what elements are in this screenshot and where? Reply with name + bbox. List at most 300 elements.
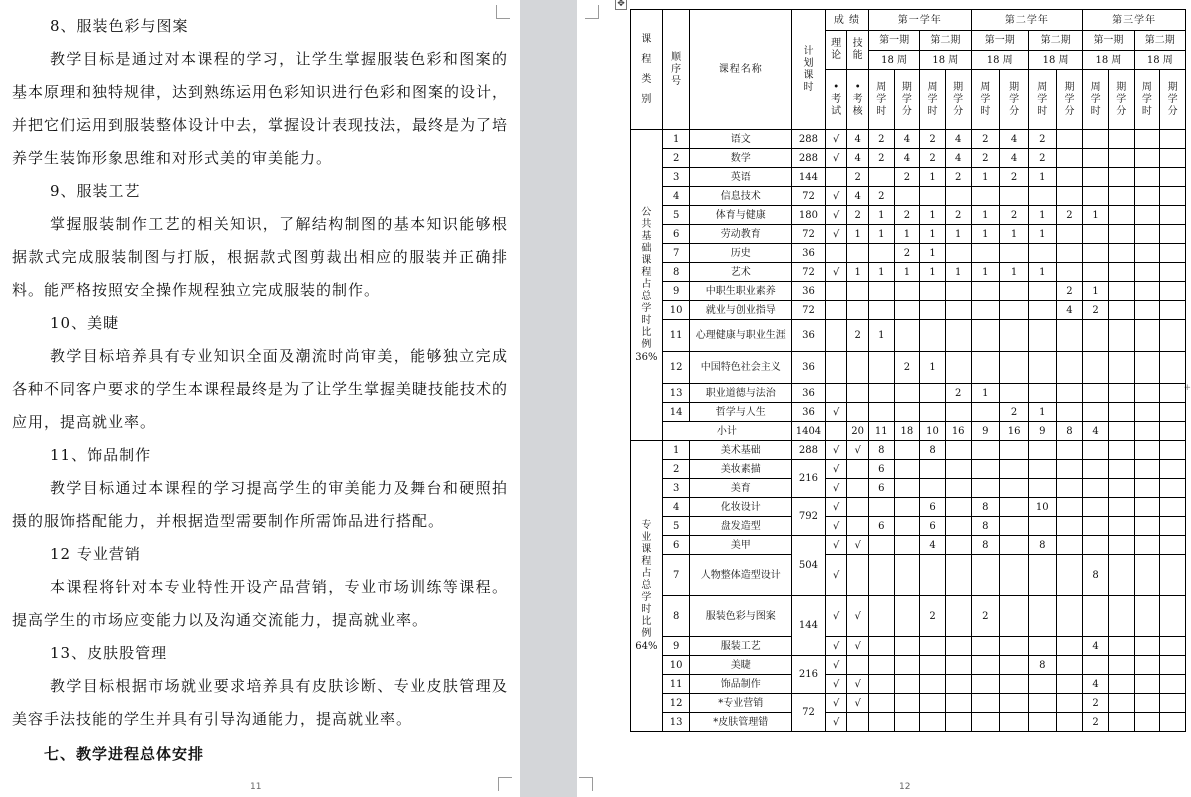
schedule-cell [920,320,946,352]
course-name: 哲学与人生 [690,403,792,422]
schedule-cell [971,187,1000,206]
schedule-cell [1028,187,1056,206]
schedule-cell [1056,637,1083,656]
schedule-cell: 8 [1028,656,1056,675]
schedule-cell [945,498,971,517]
schedule-cell [971,713,1000,732]
schedule-cell [1134,694,1160,713]
course-name: 心理健康与职业生涯 [690,320,792,352]
schedule-cell [1000,244,1029,263]
schedule-cell [1108,479,1134,498]
schedule-cell [920,187,946,206]
schedule-cell [1056,460,1083,479]
schedule-cell [1000,713,1029,732]
schedule-cell [1160,713,1186,732]
subtotal-label: 小计 [662,422,791,441]
schedule-cell [1160,301,1186,320]
schedule-cell [894,320,920,352]
schedule-cell: 8 [1028,536,1056,555]
course-seq: 4 [662,498,690,517]
schedule-cell: 1 [868,206,894,225]
table-row [631,320,1186,352]
schedule-cell [1056,498,1083,517]
table-row [631,403,1186,422]
header-term-credits: 期学分 [894,70,920,130]
section-heading: 七、教学进程总体安排 [44,745,205,763]
schedule-cell [1160,320,1186,352]
schedule-cell [1160,637,1186,656]
subtotal-cell: 16 [1000,422,1029,441]
schedule-cell: 2 [945,384,971,403]
schedule-cell: 4 [1083,637,1109,656]
schedule-cell [1134,555,1160,596]
schedule-cell [971,320,1000,352]
schedule-cell [971,244,1000,263]
schedule-cell [1083,352,1109,384]
schedule-cell [1028,282,1056,301]
subtotal-cell [1160,422,1186,441]
schedule-cell [1134,282,1160,301]
course-name: 服装色彩与图案 [690,596,792,637]
schedule-cell [1134,225,1160,244]
schedule-cell: 1 [1083,282,1109,301]
schedule-cell [1160,675,1186,694]
schedule-cell: 2 [868,130,894,149]
schedule-cell [1134,206,1160,225]
header-term: 第二期 [1028,31,1082,51]
schedule-cell [1160,403,1186,422]
subtotal-cell [1134,422,1160,441]
schedule-cell [1000,498,1029,517]
schedule-cell [920,713,946,732]
schedule-cell [868,536,894,555]
schedule-cell: 8 [920,441,946,460]
course-skill: √ [847,441,869,460]
course-exam [825,320,847,352]
schedule-cell [971,403,1000,422]
schedule-cell [1160,460,1186,479]
schedule-cell: 1 [894,263,920,282]
schedule-cell [894,555,920,596]
schedule-cell [920,460,946,479]
schedule-cell [920,301,946,320]
table-row [631,168,1186,187]
schedule-cell [1028,694,1056,713]
course-exam [825,352,847,384]
course-skill [847,282,869,301]
schedule-cell: 4 [920,536,946,555]
schedule-cell: 4 [1056,301,1083,320]
schedule-cell [1056,517,1083,536]
schedule-cell [945,555,971,596]
schedule-cell [1134,536,1160,555]
schedule-cell: 4 [1000,149,1029,168]
schedule-cell [1160,596,1186,637]
schedule-cell [1108,225,1134,244]
course-exam: √ [825,149,847,168]
schedule-cell: 1 [1028,206,1056,225]
schedule-cell: 6 [868,517,894,536]
schedule-cell [945,656,971,675]
schedule-cell: 8 [868,441,894,460]
schedule-cell: 2 [1083,713,1109,732]
course-skill: 2 [847,168,869,187]
course-exam: √ [825,441,847,460]
schedule-cell: 8 [1083,555,1109,596]
schedule-cell [1000,187,1029,206]
schedule-cell: 2 [1083,694,1109,713]
course-hours: 144 [792,168,826,187]
course-name: 化妆设计 [690,498,792,517]
schedule-cell [1028,596,1056,637]
page-body-text [12,10,508,772]
course-name: 语文 [690,130,792,149]
header-term: 第二期 [1134,31,1185,51]
course-seq: 7 [662,244,690,263]
course-skill: 4 [847,130,869,149]
schedule-cell [1160,536,1186,555]
schedule-cell [1108,149,1134,168]
table-row [631,282,1186,301]
header-term-credits: 期学分 [1160,70,1186,130]
schedule-cell: 6 [868,460,894,479]
header-weekly-hours: 周学时 [1083,70,1109,130]
schedule-cell: 1 [945,225,971,244]
schedule-cell: 2 [920,149,946,168]
schedule-cell [1056,479,1083,498]
schedule-cell [1134,656,1160,675]
schedule-cell [971,479,1000,498]
header-term-credits: 期学分 [945,70,971,130]
schedule-cell [1000,694,1029,713]
schedule-cell: 2 [1000,206,1029,225]
schedule-cell: 2 [868,187,894,206]
schedule-cell [1028,460,1056,479]
course-seq: 11 [662,675,690,694]
schedule-cell [868,694,894,713]
schedule-cell: 2 [920,130,946,149]
schedule-cell [1083,441,1109,460]
schedule-cell [945,320,971,352]
schedule-cell [868,675,894,694]
schedule-cell [1108,384,1134,403]
course-name: 美育 [690,479,792,498]
schedule-cell [868,713,894,732]
schedule-cell: 2 [894,352,920,384]
schedule-cell [1056,187,1083,206]
schedule-cell: 1 [971,263,1000,282]
course-name: 人物整体造型设计 [690,555,792,596]
schedule-cell [1083,403,1109,422]
schedule-cell [1056,263,1083,282]
schedule-cell: 1 [971,168,1000,187]
schedule-cell [1056,555,1083,596]
schedule-cell: 4 [894,149,920,168]
schedule-cell: 1 [971,384,1000,403]
schedule-cell [1083,187,1109,206]
schedule-cell [868,656,894,675]
schedule-cell [1000,282,1029,301]
schedule-cell: 2 [1083,301,1109,320]
course-exam [825,244,847,263]
schedule-cell [1160,187,1186,206]
header-category: 课程类别 [631,10,663,130]
header-weeks: 18 周 [971,51,1028,70]
schedule-cell: 1 [920,225,946,244]
schedule-cell [945,282,971,301]
page-corner-mark [579,777,593,791]
course-seq: 6 [662,536,690,555]
schedule-cell: 1 [920,206,946,225]
schedule-cell [868,282,894,301]
course-skill: 4 [847,187,869,206]
header-term: 第二期 [920,31,971,51]
header-term: 第一期 [1083,31,1134,51]
course-seq: 1 [662,441,690,460]
schedule-cell [868,168,894,187]
schedule-cell: 6 [920,498,946,517]
teaching-schedule-table [630,9,1186,732]
table-row [631,555,1186,596]
schedule-cell [894,187,920,206]
course-hours: 180 [792,206,826,225]
schedule-cell [1056,403,1083,422]
schedule-cell [1108,403,1134,422]
course-exam: √ [825,498,847,517]
course-exam: √ [825,675,847,694]
course-seq: 7 [662,555,690,596]
subtotal-cell: 9 [971,422,1000,441]
subtotal-cell: 18 [894,422,920,441]
course-exam: √ [825,263,847,282]
header-weekly-hours: 周学时 [971,70,1000,130]
schedule-cell [1108,596,1134,637]
course-seq: 10 [662,301,690,320]
schedule-cell: 1 [1028,168,1056,187]
schedule-cell [1083,656,1109,675]
table-row [631,384,1186,403]
course-exam [825,168,847,187]
document-page-11 [0,0,520,797]
table-row [631,713,1186,732]
course-name: 美睫 [690,656,792,675]
course-skill [847,517,869,536]
schedule-cell: 2 [1000,403,1029,422]
course-skill [847,384,869,403]
schedule-cell [971,441,1000,460]
schedule-cell [1000,301,1029,320]
course-name: 数学 [690,149,792,168]
schedule-cell [1083,263,1109,282]
course-skill: √ [847,637,869,656]
subsection-heading: 10、美睫 [50,314,120,332]
course-skill [847,460,869,479]
header-term-credits: 期学分 [1108,70,1134,130]
schedule-cell [945,479,971,498]
schedule-cell [1000,441,1029,460]
schedule-cell: 2 [894,206,920,225]
course-name: 饰品制作 [690,675,792,694]
schedule-cell [1000,596,1029,637]
schedule-cell [1108,441,1134,460]
schedule-cell [945,713,971,732]
subsection-heading: 12 专业营销 [50,545,141,563]
schedule-cell: 1 [971,225,1000,244]
course-exam [825,282,847,301]
subtotal-cell: 8 [1056,422,1083,441]
subtotal-row [631,422,1186,441]
course-skill: 4 [847,149,869,168]
table-row [631,460,1186,479]
schedule-cell: 1 [1028,225,1056,244]
body-paragraph: 教学目标培养具有专业知识全面及潮流时尚审美，能够独立完成各种不同客户要求的学生本课程最终是为了让学生掌握美睫技能技术的应用，提高就业率。 [12,347,509,431]
schedule-cell: 8 [971,536,1000,555]
course-skill [847,479,869,498]
schedule-cell [1134,187,1160,206]
schedule-cell: 1 [920,263,946,282]
schedule-cell: 2 [894,168,920,187]
header-course-name: 课程名称 [690,10,792,130]
schedule-cell: 2 [1000,168,1029,187]
schedule-cell [945,637,971,656]
schedule-cell [1134,263,1160,282]
schedule-cell [971,352,1000,384]
schedule-cell [920,384,946,403]
course-hours: 72 [792,694,826,732]
schedule-cell [1134,675,1160,694]
course-name: 职业道德与法治 [690,384,792,403]
schedule-cell [1108,656,1134,675]
header-weeks: 18 周 [1134,51,1185,70]
schedule-cell [1083,596,1109,637]
course-exam: √ [825,403,847,422]
schedule-cell: 1 [945,263,971,282]
table-row [631,130,1186,149]
schedule-cell [1108,282,1134,301]
schedule-cell [1134,244,1160,263]
schedule-cell [1134,637,1160,656]
page-number: 12 [899,782,911,792]
schedule-cell [1056,244,1083,263]
schedule-cell [894,301,920,320]
table-row [631,498,1186,517]
schedule-cell [920,637,946,656]
schedule-cell: 1 [1000,263,1029,282]
table-resize-marker-icon[interactable]: + [1183,383,1191,393]
schedule-cell [920,694,946,713]
course-exam: √ [825,130,847,149]
schedule-cell [1134,713,1160,732]
schedule-cell [920,656,946,675]
schedule-cell [894,675,920,694]
course-seq: 12 [662,352,690,384]
schedule-cell [868,596,894,637]
course-seq: 13 [662,713,690,732]
course-hours: 36 [792,282,826,301]
course-name: 艺术 [690,263,792,282]
schedule-cell [1160,263,1186,282]
schedule-cell: 2 [1056,282,1083,301]
schedule-cell [1134,168,1160,187]
schedule-cell: 10 [1028,498,1056,517]
body-paragraph: 教学目标是通过对本课程的学习，让学生掌握服装色彩和图案的基本原理和独特规律，达到熟练运用色彩知识进行色彩和图案的设计，并把它们运用到服装整体设计中去，掌握设计表现技法，最终是为了培养学生装饰形象思维和对形式美的审美能力。 [12,50,509,167]
course-seq: 13 [662,384,690,403]
header-year-3: 第三学年 [1083,10,1186,31]
schedule-cell: 2 [971,149,1000,168]
course-seq: 9 [662,282,690,301]
schedule-cell [1000,637,1029,656]
course-exam [825,384,847,403]
schedule-cell: 2 [894,244,920,263]
schedule-cell [1134,441,1160,460]
schedule-cell [894,637,920,656]
course-name: 体育与健康 [690,206,792,225]
course-skill: 1 [847,263,869,282]
course-exam: √ [825,460,847,479]
body-paragraph: 本课程将针对本专业特性开设产品营销，专业市场训练等课程。提高学生的市场应变能力以及沟通交流能力，提高就业率。 [12,578,508,629]
table-move-handle-icon[interactable]: ✥ [615,0,627,10]
course-exam: √ [825,225,847,244]
schedule-cell [920,555,946,596]
schedule-cell [1083,517,1109,536]
schedule-cell [1160,130,1186,149]
schedule-cell: 1 [894,225,920,244]
schedule-cell [1083,320,1109,352]
schedule-cell [1134,403,1160,422]
body-paragraph: 掌握服装制作工艺的相关知识，了解结构制图的基本知识能够根据款式完成服装制图与打版，根据款式图剪裁出相应的服装并正确排料。能严格按照安全操作规程独立完成服装的制作。 [12,215,508,299]
schedule-cell: 4 [945,130,971,149]
schedule-cell [1108,244,1134,263]
schedule-cell [945,301,971,320]
schedule-cell [1000,479,1029,498]
schedule-cell [945,244,971,263]
header-term-credits: 期学分 [1000,70,1029,130]
course-hours: 504 [792,536,826,596]
course-seq: 10 [662,656,690,675]
schedule-cell [1028,384,1056,403]
schedule-cell [1108,517,1134,536]
schedule-cell [894,694,920,713]
schedule-cell [1108,187,1134,206]
schedule-cell [1134,498,1160,517]
subtotal-cell: 16 [945,422,971,441]
subtotal-hours: 1404 [792,422,826,441]
table-row [631,187,1186,206]
header-skill-check: • 考核 [847,70,869,130]
schedule-cell [1108,168,1134,187]
course-skill: 1 [847,225,869,244]
schedule-cell: 1 [868,225,894,244]
schedule-cell [1134,384,1160,403]
schedule-cell [1028,352,1056,384]
schedule-cell [1160,168,1186,187]
course-exam: √ [825,694,847,713]
schedule-cell [1134,517,1160,536]
table-row [631,536,1186,555]
course-skill [847,403,869,422]
page-corner-mark [585,5,599,19]
schedule-cell [1108,263,1134,282]
schedule-cell [920,403,946,422]
header-term-credits: 期学分 [1056,70,1083,130]
course-skill: √ [847,596,869,637]
schedule-cell [1108,694,1134,713]
table-row [631,263,1186,282]
course-name: 中职生职业素养 [690,282,792,301]
subtotal-cell: 11 [868,422,894,441]
schedule-cell [1160,656,1186,675]
schedule-cell: 4 [945,149,971,168]
